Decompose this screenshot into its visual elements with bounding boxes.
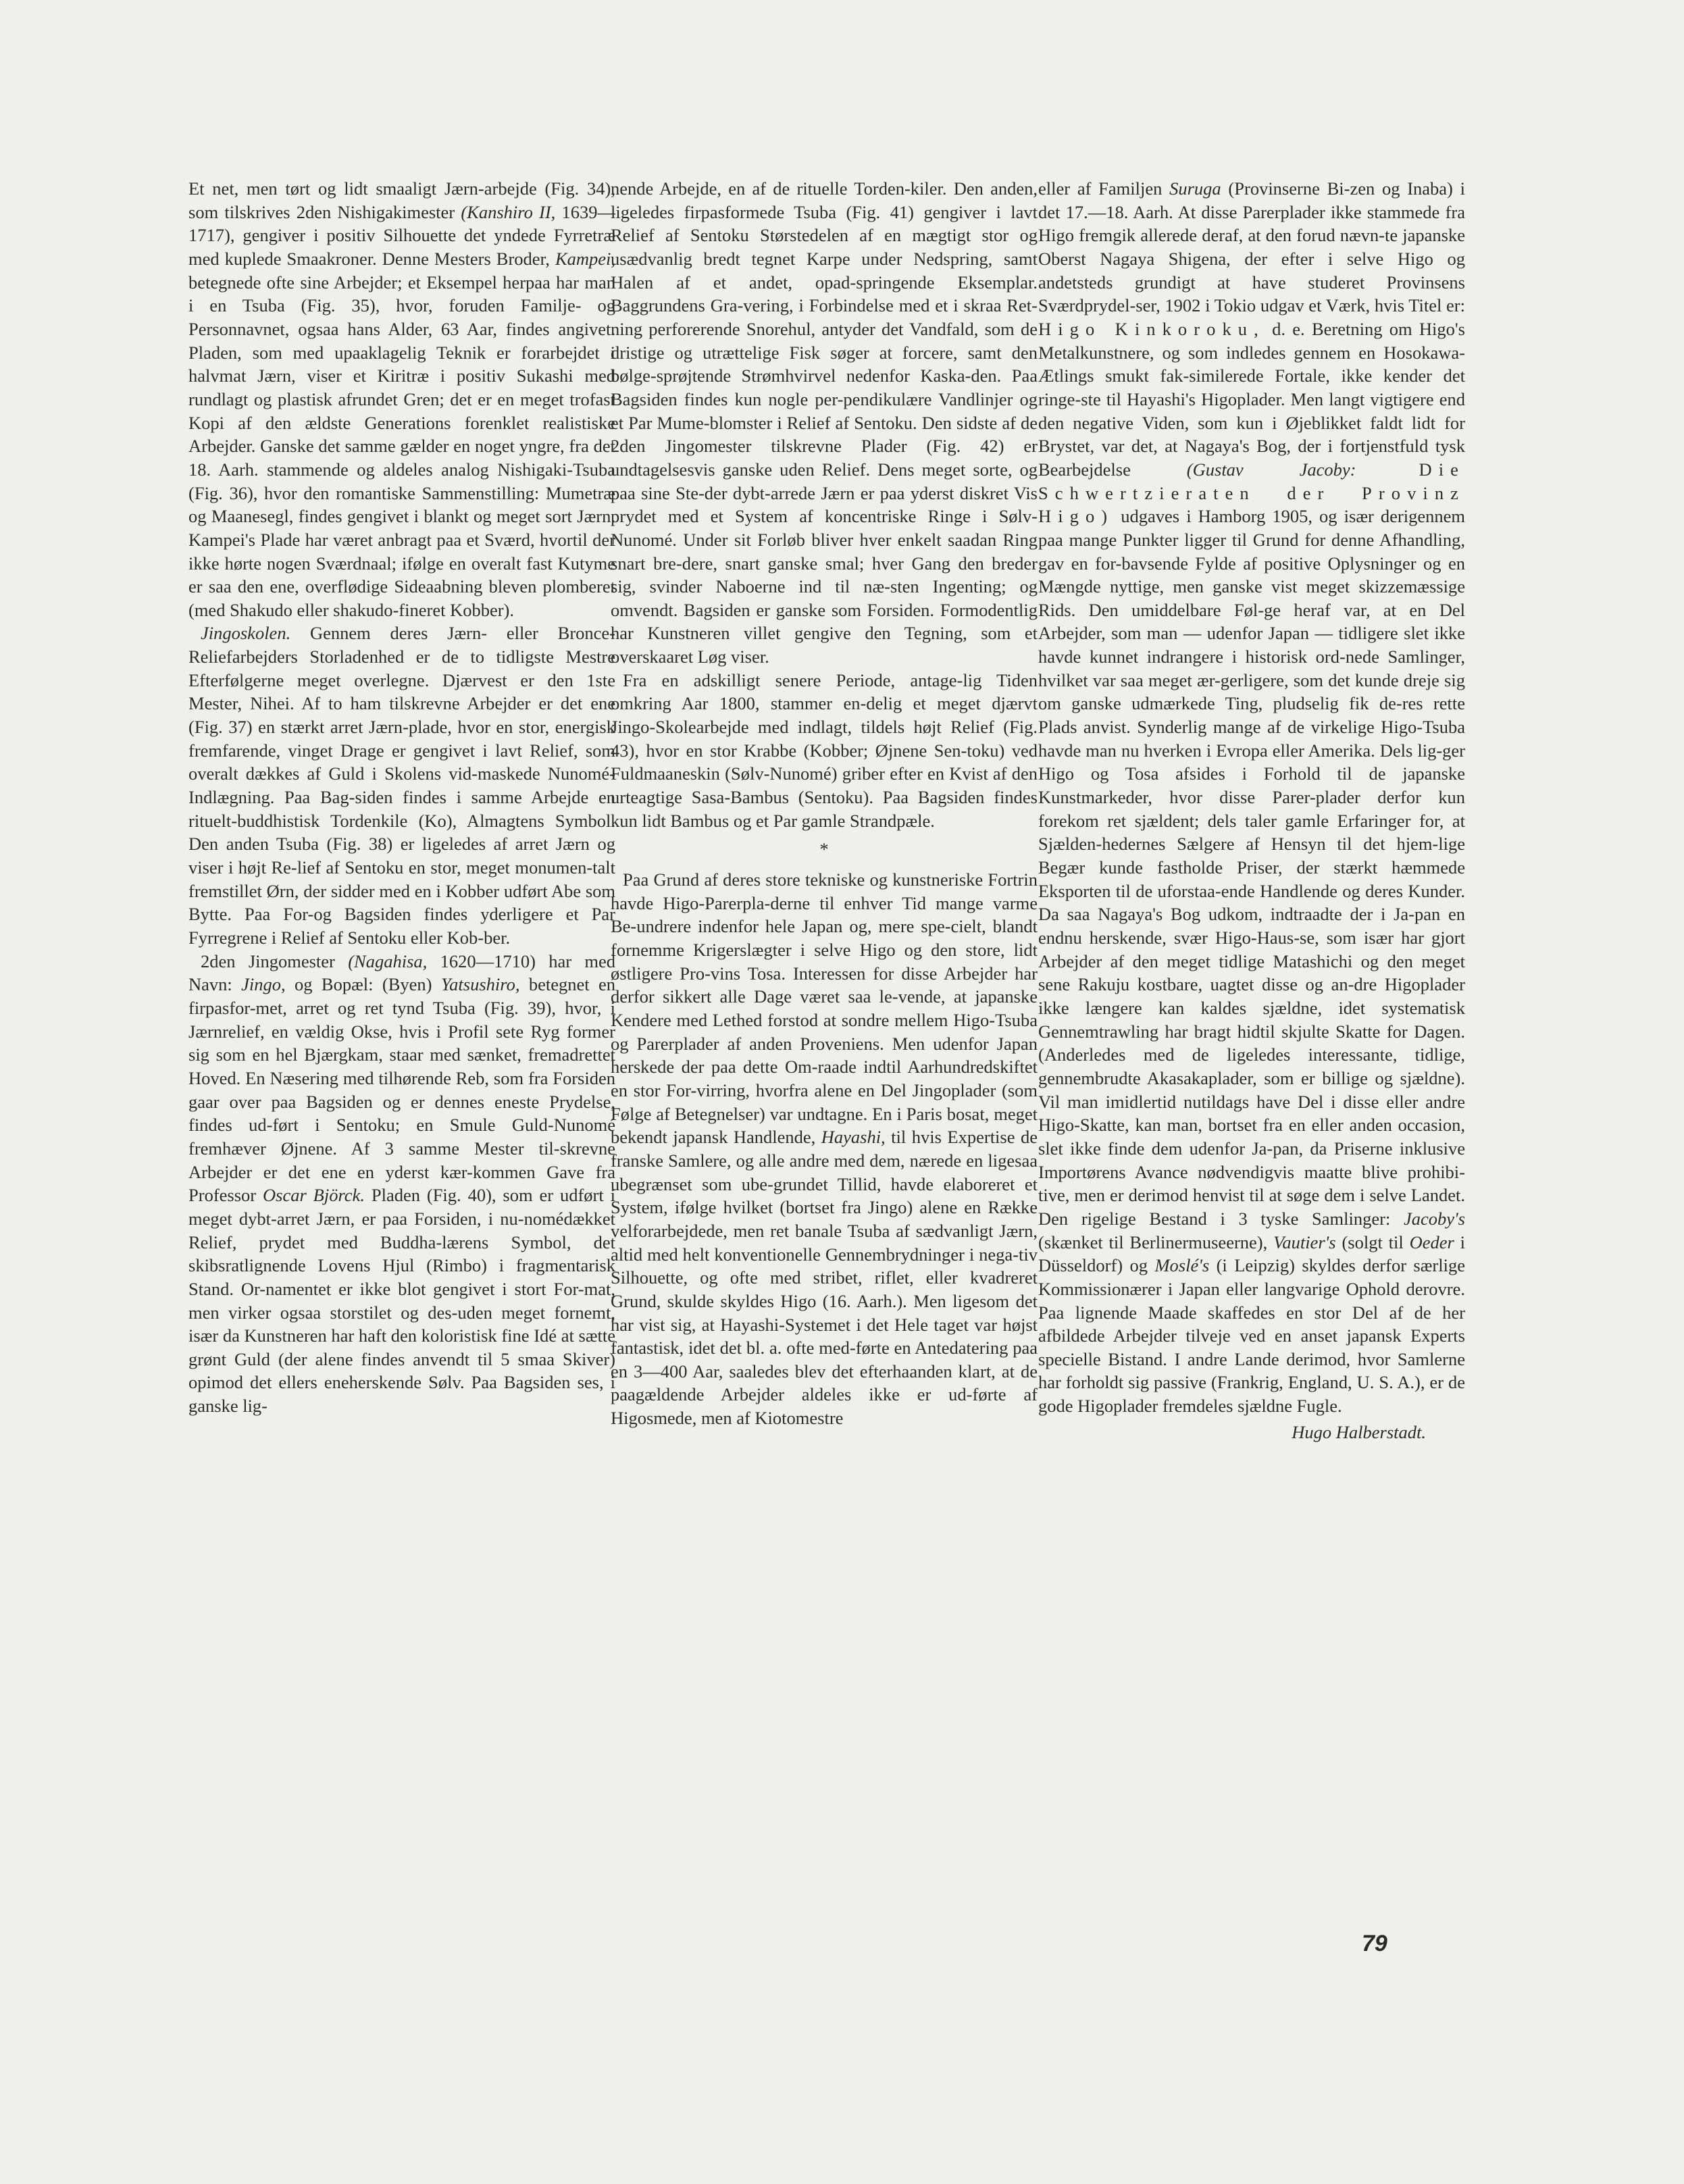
section-separator: * <box>819 839 829 860</box>
paragraph: 2den Jingomester (Nagahisa, 1620—1710) har med Navn: Jingo, og Bopæl: (Byen) Yatsushiro, betegnet en firpasfor-met, arret og ret tynd Tsuba (Fig. 39), hvor, i Jærnrelief, en vældig Okse, hvis i Profil sete Ryg former sig som en hel Bjærgkam, staar med sænket, fremadrettet Hoved. En Næsering med tilhørende Reb, som fra Forsiden gaar over paa Bagsiden og er dennes eneste Prydelse, findes ud-ført i Sentoku; en Smule Guld-Nunomé fremhæver Øjnene. Af 3 samme Mester til-skrevne Arbejder er det ene en yderst kær-kommen Gave fra Professor Oscar Björck. Pladen (Fig. 40), som er udført i meget dybt-arret Jærn, er paa Forsiden, i nu-nomédækket Relief, prydet med Buddha-lærens Symbol, det skibsratlignende Lovens Hjul (Rimbo) i fragmentarisk Stand. Or-namentet er ikke blot gengivet i stort For-mat, men virker ogsaa storstilet og des-uden meget fornemt, især da Kunstneren har haft den koloristisk fine Idé at sætte grønt Guld (der alene findes anvendt til 5 smaa Skiver) opimod det ellers eneherskende Sølv. Paa Bagsiden ses, i ganske lig- <box>188 950 616 1417</box>
page-number: 79 <box>1362 1931 1387 1956</box>
paragraph: eller af Familjen Suruga (Provinserne Bi-zen og Inaba) i det 17.—18. Aarh. At disse Parerplader ikke stammede fra Higo fremgik allerede deraf, at den forud nævn-te japanske Oberst Nagaya Shigena, der efter i selve Higo og andetsteds grundigt at have studeret Provinsens Sværdprydel-ser, 1902 i Tokio udgav et Værk, hvis Titel er: Higo Kinkoroku, d. e. Beretning om Higo's Metalkunstnere, og som indledes gennem en Hosokawa-Ætlings smukt fak-similerede Fortale, ikke kender det ringe-ste til Hayashi's Higoplader. Men langt vigtigere end den negative Viden, som kun i Øjeblikket faldt lidt for Brystet, var det, at Nagaya's Bog, der i fortjenstfuld tysk Bearbejdelse (Gustav Jacoby: Die Schwertzieraten der Provinz Higo) udgaves i Hamborg 1905, og især derigennem paa mange Punkter ligger til Grund for denne Afhandling, gav en for-bavsende Fylde af positive Oplysninger og en Mængde nyttige, men ganske vist meget skizzemæssige Rids. Den umiddelbare Føl-ge heraf var, at en Del Arbejder, som man — udenfor Japan — tidligere slet ikke havde kunnet indrangere i historisk ord-nede Samlinger, hvilket var saa meget ær-gerligere, som det kunde dreje sig om ganske udmærkede Ting, pludselig fik de-res rette Plads anvist. Synderlig mange af de virkelige Higo-Tsuba havde man nu hverken i Evropa eller Amerika. Dels lig-ger Higo og Tosa afsides i Forhold til de japanske Kunstmarkeder, hvor disse Parer-plader derfor kun forekom ret sjældent; dels taler gamle Erfaringer for, at Sjælden-hedernes Sælgere af Hensyn til det hjem-lige Begær kunde fastholde Priser, der stærkt hæmmede Eksporten til de uforstaa-ende Handlende og deres Kunder. Da saa Nagaya's Bog udkom, indtraadte der i Ja-pan en endnu herskende, svær Higo-Haus-se, som især har gjort Arbejder af den meget tidlige Matashichi og den meget sene Rakuju kostbare, uagtet disse og an-dre Higoplader ikke længere kan kaldes sjældne, idet systematisk Gennemtrawling har bragt hidtil skjulte Skatte for Dagen. (Anderledes med de ligeledes interessante, tidlige, gennembrudte Akasakaplader, som er billige og sjældne). Vil man imidlertid nutildags have Del i disse eller andre Higo-Skatte, kan man, bortset fra en eller anden occasion, slet ikke finde dem udenfor Ja-pan, da Priserne inklusive Importørens Avance nødvendigvis maatte blive prohibi-tive, men er derimod henvist til at søge dem i selve Landet. Den rigelige Bestand i 3 tyske Samlinger: Jacoby's (skænket til Berlinermuseerne), Vautier's (solgt til Oeder i Düsseldorf) og Moslé's (i Leipzig) skyldes derfor særlige Kommissionærer i Japan eller langvarige Ophold derovre. Paa lignende Maade skaffedes en stor Del af de her afbildede Arbejder tilveje ved en anset japansk Experts specielle Bistand. I andre Lande derimod, hvor Samlerne har forholdt sig passive (Frankrig, England, U. S. A.), er de gode Higoplader fremdeles sjældne Fugle. <box>1038 178 1465 1417</box>
paragraph: Fra en adskilligt senere Periode, antage-lig Tiden omkring Aar 1800, stammer en-delig et meget djærvt Jingo-Skolearbejde med indlagt, tildels højt Relief (Fig. 43), hvor en stor Krabbe (Kobber; Øjnene Sen-toku) ved Fuldmaaneskin (Sølv-Nunomé) griber efter en Kvist af den urteagtige Sasa-Bambus (Sentoku). Paa Bagsiden findes kun lidt Bambus og et Par gamle Strandpæle. <box>611 669 1038 831</box>
text-column-2 <box>611 177 1038 1430</box>
paragraph-jingoskolen: Jingoskolen. Gennem deres Jærn- eller Bronce-Reliefarbejders Storladenhed er de to tidligste Mestre Efterfølgerne meget overlegne. Djærvest er den 1ste Mester, Nihei. Af to ham tilskrevne Arbejder er det ene (Fig. 37) en stærkt arret Jærn-plade, hvor en stor, energisk fremfarende, vinget Drage er gengivet i lavt Relief, som overalt dækkes af Guld i Skolens vid-maskede Nunomé-Indlægning. Paa Bag-siden findes i samme Arbejde en rituelt-buddhistisk Tordenkile (Ko), Almagtens Symbol. Den anden Tsuba (Fig. 38) er ligeledes af arret Jærn og viser i højt Re-lief af Sentoku en stor, meget monumen-talt fremstillet Ørn, der sidder med en i Kobber udført Abe som Bytte. Paa For-og Bagsiden findes yderligere et Par Fyrregrene i Relief af Sentoku eller Kob-ber. <box>188 623 615 948</box>
section-heading: Jingoskolen. <box>201 623 291 644</box>
paragraph: Et net, men tørt og lidt smaaligt Jærn-arbejde (Fig. 34), som tilskrives 2den Nishigakimester (Kanshiro II, 1639—1717), gengiver i positiv Silhouette det yndede Fyrretræ med kuplede Smaakroner. Denne Mesters Broder, Kampei, betegnede ofte sine Arbejder; et Eksempel herpaa har man i en Tsuba (Fig. 35), hvor, foruden Familje- og Personnavnet, ogsaa hans Alder, 63 Aar, findes angivet. Pladen, som med upaaklagelig Teknik er forarbejdet i halvmat Jærn, viser et Kiritræ i positiv Sukashi med rundlagt og plastisk afrundet Gren; det er en meget trofast Kopi af den ældste Generations forenklet realistiske Arbejder. Ganske det samme gælder en noget yngre, fra det 18. Aarh. stammende og aldeles analog Nishigaki-Tsuba (Fig. 36), hvor den romantiske Sammenstilling: Mumetræ og Maanesegl, findes gengivet i blankt og meget sort Jærn. Kampei's Plade har været anbragt paa et Sværd, hvortil der ikke hørte nogen Sværdnaal; ifølge en overalt fast Kutyme er saa den ene, overflødige Sideaabning bleven plomberet (med Shakudo eller shakudo-fineret Kobber). <box>188 178 616 620</box>
spaced-title: Die Schwertzieraten der Provinz Higo) <box>1038 459 1465 527</box>
text-column-3 <box>1038 177 1465 1444</box>
spaced-title: Higo Kinkoroku, <box>1038 318 1265 339</box>
author-signature: Hugo Halberstadt. <box>1292 1421 1426 1442</box>
paragraph: Paa Grund af deres store tekniske og kunstneriske Fortrin havde Higo-Parerpla-derne til enhver Tid mange varme Be-undrere indenfor hele Japan og, mere spe-cielt, blandt fornemme Krigerslægter i selve Higo og den store, lidt østligere Pro-vins Tosa. Interessen for disse Arbejder har derfor sikkert alle Dage været saa le-vende, at japanske Kendere med Lethed forstod at sondre mellem Higo-Tsuba og Parerplader af anden Proveniens. Men udenfor Japan herskede der paa dette Om-raade indtil Aarhundredskiftet en stor For-virring, hvorfra alene en Del Jingoplader (som Følge af Betegnelser) var undtagne. En i Paris bosat, meget bekendt japansk Handlende, Hayashi, til hvis Expertise de franske Samlere, og alle andre med dem, nærede en ligesaa ubegrænset som ube-grundet Tillid, havde elaboreret et System, ifølge hvilket (bortset fra Jingo) alene en Række velforarbejdede, men ret banale Tsuba af sædvanligt Jærn, altid med helt konventionelle Gennembrydninger i nega-tiv Silhouette, og ofte med stribet, riflet, eller kvadreret Grund, skulde skyldes Higo (16. Aarh.). Men ligesom det har vist sig, at Hayashi-Systemet i det Hele taget var højst fantastisk, idet det bl. a. ofte med-førte en Antedatering paa en 3—400 Aar, saaledes blev det efterhaanden klart, at de paagældende Arbejder aldeles ikke er ud-førte af Higosmede, men af Kiotomestre <box>611 869 1038 1429</box>
paragraph: nende Arbejde, en af de rituelle Torden-kiler. Den anden, ligeledes firpasformede Tsuba (Fig. 41) gengiver i lavt Relief af Sentoku Størstedelen af en mægtigt stor og usædvanlig bredt tegnet Karpe under Nedspring, samt Halen af et andet, opad-springende Eksemplar. Baggrundens Gra-vering, i Forbindelse med et i skraa Ret-ning perforerende Snorehul, antyder det Vandfald, som de dristige og utrættelige Fisk søger at forcere, samt den bølge-sprøjtende Strømhvirvel nedenfor Kaska-den. Paa Bagsiden findes kun nogle per-pendikulære Vandlinjer og et Par Mume-blomster i Relief af Sentoku. Den sidste af de 2den Jingomester tilskrevne Plader (Fig. 42) er undtagelsesvis ganske uden Relief. Dens meget sorte, og paa sine Ste-der dybt-arrede Jærn er paa yderst diskret Vis prydet med et System af koncentriske Ringe i Sølv-Nunomé. Under sit Forløb bliver hver enkelt saadan Ring snart bre-dere, snart ganske smal; hver Gang den breder sig, svinder Naboerne ind til næ-sten Ingenting; og omvendt. Bagsiden er ganske som Forsiden. Formodentlig har Kunstneren villet gengive den Tegning, som et overskaaret Løg viser. <box>611 178 1038 667</box>
text-column-1 <box>188 177 615 1418</box>
